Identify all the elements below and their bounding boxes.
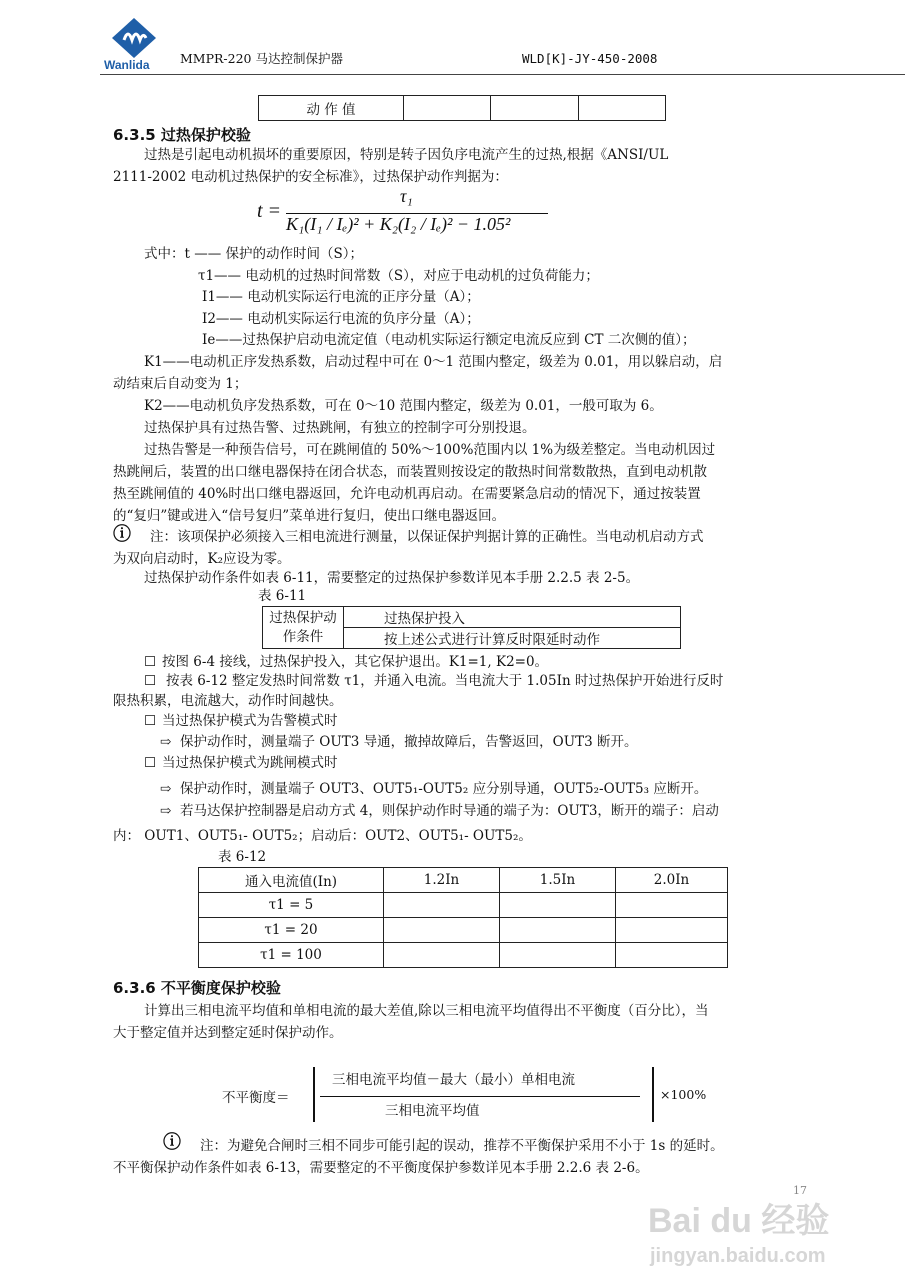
- table-6-11-caption: 表 6-11: [258, 588, 307, 604]
- action-value-table: [258, 95, 666, 121]
- table-6-12-header: 1.2In: [384, 868, 500, 893]
- formula-numerator: 三相电流平均值－最大（最小）单相电流: [332, 1072, 575, 1088]
- tau-value: τ1 = 5: [199, 893, 384, 918]
- table-6-12-caption: 表 6-12: [218, 849, 267, 865]
- product-name: MMPR-220 马达控制保护器: [180, 51, 343, 66]
- section-6-3-5-title: 6.3.5 过热保护校验: [113, 126, 251, 144]
- note-line: 注：该项保护必须接入三相电流进行测量，以保证保护判据计算的正确性。当电动机启动方式: [150, 529, 704, 545]
- paragraph-line: 过热告警是一种预告信号，可在跳闸值的 50%～100%范围内以 1%为级差整定。当电动机因过: [144, 442, 716, 458]
- table-row: [199, 893, 728, 918]
- paragraph-line: K2——电动机负序发热系数，可在 0～10 范围内整定，级差为 0.01，一般可取为 6。: [144, 398, 663, 414]
- tau-value: τ1 = 20: [199, 918, 384, 943]
- step-line: 内： OUT1、OUT5₁- OUT5₂；启动后：OUT2、OUT5₁- OUT5₂。: [113, 828, 532, 844]
- paragraph-line: 大于整定值并达到整定延时保护动作。: [113, 1025, 343, 1041]
- checkbox-icon: ☐: [144, 713, 157, 729]
- note-line: 为双向启动时，K₂应设为零。: [113, 551, 291, 567]
- abs-bar-right: [652, 1067, 654, 1122]
- paragraph-line: Ie——过热保护启动电流定值（电动机实际运行额定电流反应到 CT 二次侧的值）；: [202, 332, 696, 348]
- table-6-11-cell: 按上述公式进行计算反时限延时动作: [344, 628, 681, 649]
- table-row: [199, 943, 728, 968]
- table-6-12-header: 通入电流值(In): [199, 868, 384, 893]
- info-icon: ⓘ: [113, 524, 131, 545]
- paragraph-line: 热至跳闸值的 40%时出口继电器返回，允许电动机再启动。在需要紧急启动的情况下，通过按装置: [113, 486, 701, 502]
- checkbox-icon: ☐: [144, 673, 157, 689]
- checkbox-icon: ☐: [144, 755, 157, 771]
- table-6-12-header: 2.0In: [616, 868, 728, 893]
- formula-lhs: t =: [257, 200, 282, 222]
- paragraph-line: K1——电动机正序发热系数，启动过程中可在 0～1 范围内整定，级差为 0.01，用以躲启动，启: [144, 354, 723, 370]
- company-logo: [104, 18, 164, 74]
- step-line: 按图 6-4 接线，过热保护投入，其它保护退出。K1=1, K2=0。: [162, 654, 549, 670]
- step-line: 若马达保护控制器是启动方式 4，则保护动作时导通的端子为：OUT3，断开的端子：启动: [180, 803, 719, 819]
- logo-text: Wanlida: [104, 58, 150, 72]
- step-line: 当过热保护模式为告警模式时: [162, 713, 338, 729]
- header-rule: [100, 74, 905, 75]
- paragraph-line: 过热保护具有过热告警、过热跳闸，有独立的控制字可分别投退。: [144, 420, 536, 436]
- action-value-label: 动 作 值: [259, 96, 404, 121]
- paragraph-line: 2111-2002 电动机过热保护的安全标准》，过热保护动作判据为：: [113, 169, 508, 185]
- abs-bar-left: [313, 1067, 315, 1122]
- paragraph-line: I1—— 电动机实际运行电流的正序分量（A）；: [202, 289, 480, 305]
- paragraph-line: 动结束后自动变为 1；: [113, 376, 248, 392]
- note-line: 注：为避免合闸时三相不同步可能引起的误动，推荐不平衡保护采用不小于 1s 的延时。: [200, 1138, 724, 1154]
- section-6-3-6-title: 6.3.6 不平衡度保护校验: [113, 979, 281, 997]
- paragraph-line: 的“复归”键或进入“信号复归”菜单进行复归，使出口继电器返回。: [113, 508, 506, 524]
- paragraph-line: 计算出三相电流平均值和单相电流的最大差值,除以三相电流平均值得出不平衡度（百分比），当: [144, 1003, 709, 1019]
- formula-denominator: 三相电流平均值: [385, 1103, 480, 1119]
- formula-factor: ×100%: [660, 1087, 707, 1102]
- table-row: [199, 918, 728, 943]
- baidu-watermark: Bai du 经验: [648, 1202, 830, 1240]
- table-6-11-row-header: 过热保护动作条件: [263, 607, 344, 649]
- paragraph-line: 式中：t —— 保护的动作时间（S）；: [144, 246, 364, 262]
- paragraph-line: 过热是引起电动机损坏的重要原因，特别是转子因负序电流产生的过热,根据《ANSI/UL: [144, 147, 669, 163]
- step-line: 当过热保护模式为跳闸模式时: [162, 755, 338, 771]
- paragraph-line: 不平衡保护动作条件如表 6-13，需要整定的不平衡度保护参数详见本手册 2.2.6 表 2-6。: [113, 1160, 649, 1176]
- tau-value: τ1 = 100: [199, 943, 384, 968]
- table-6-12-header: 1.5In: [500, 868, 616, 893]
- baidu-watermark-url: jingyan.baidu.com: [650, 1245, 826, 1267]
- arrow-icon: ⇨: [160, 803, 172, 819]
- info-icon: ⓘ: [163, 1132, 181, 1153]
- formula-denominator: K₁(I₁ / Iₑ)² + K₂(I₂ / Iₑ)² − 1.05²: [286, 214, 511, 234]
- step-line: 保护动作时，测量端子 OUT3 导通，撤掉故障后，告警返回，OUT3 断开。: [180, 734, 638, 750]
- step-line: 限热积累，电流越大，动作时间越快。: [113, 693, 343, 709]
- arrow-icon: ⇨: [160, 781, 172, 797]
- arrow-icon: ⇨: [160, 734, 172, 750]
- table-6-11: [262, 606, 681, 649]
- paragraph-line: 热跳闸后，装置的出口继电器保持在闭合状态，而装置则按设定的散热时间常数散热，直到电动机散: [113, 464, 707, 480]
- paragraph-line: 过热保护动作条件如表 6-11，需要整定的过热保护参数详见本手册 2.2.5 表 2-5。: [144, 570, 640, 586]
- step-line: 按表 6-12 整定发热时间常数 τ1，并通入电流。当电流大于 1.05In 时过热保护开始进行反时: [166, 673, 724, 689]
- paragraph-line: τ1—— 电动机的过热时间常数（S），对应于电动机的过负荷能力；: [198, 268, 599, 284]
- table-6-11-cell: 过热保护投入: [344, 607, 681, 628]
- formula-numerator: τ₁: [400, 186, 413, 206]
- document-code: WLD[K]-JY-450-2008: [522, 51, 658, 66]
- page-number: 17: [793, 1184, 807, 1197]
- step-line: 保护动作时，测量端子 OUT3、OUT5₁-OUT5₂ 应分别导通，OUT5₂-OUT5₃ 应断开。: [180, 781, 708, 797]
- paragraph-line: I2—— 电动机实际运行电流的负序分量（A）；: [202, 311, 480, 327]
- table-6-12: [198, 867, 728, 968]
- formula-lhs: 不平衡度＝: [222, 1090, 290, 1106]
- checkbox-icon: ☐: [144, 654, 157, 670]
- formula-fraction-line: [320, 1096, 640, 1097]
